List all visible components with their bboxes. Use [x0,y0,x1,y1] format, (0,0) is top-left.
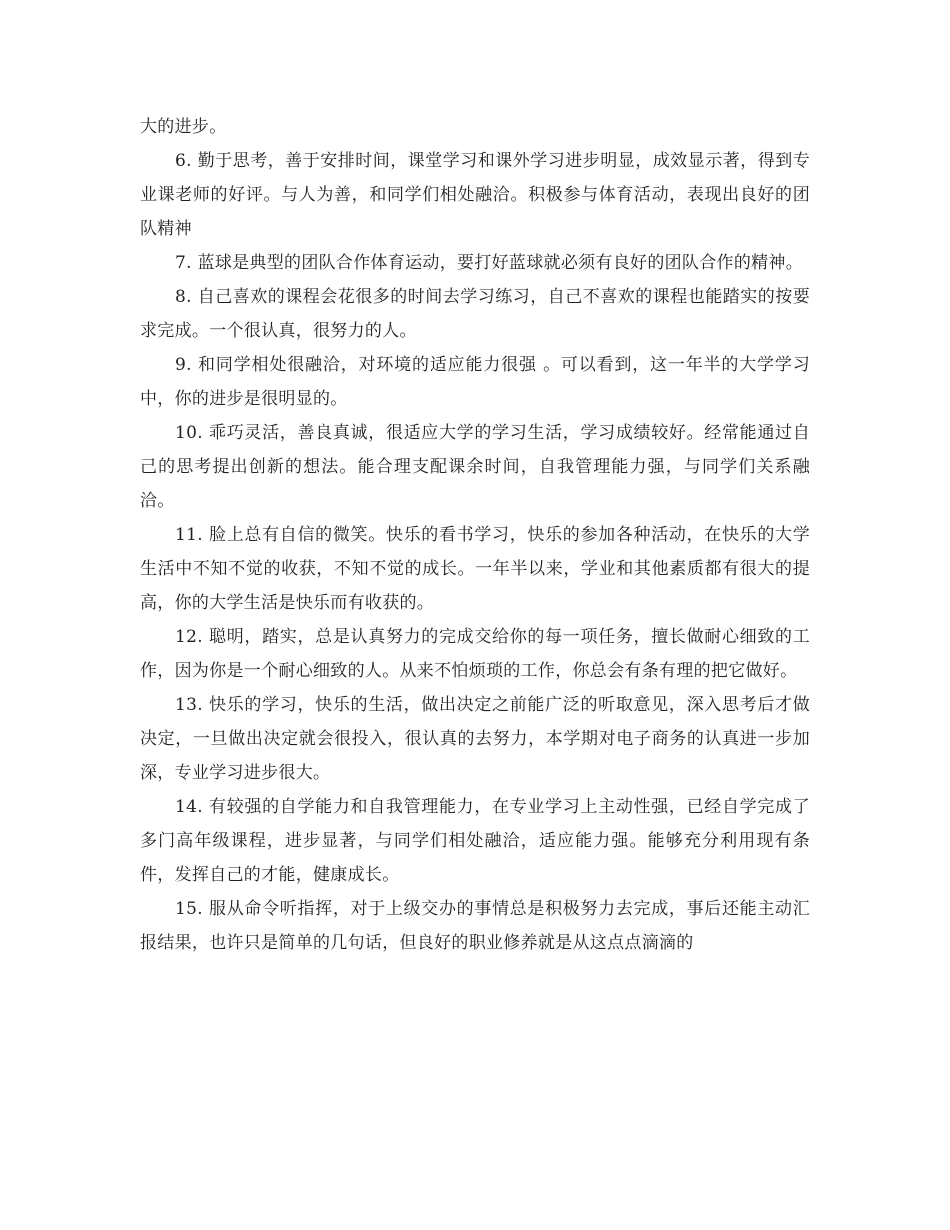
paragraph-item-6: 6. 勤于思考，善于安排时间，课堂学习和课外学习进步明显，成效显示著，得到专业课老师的好评。与人为善，和同学们相处融洽。积极参与体育活动，表现出良好的团队精神 [140,151,810,239]
paragraph-item-9: 9. 和同学相处很融洽，对环境的适应能力很强 。可以看到，这一年半的大学学习中，你的进步是很明显的。 [140,355,810,409]
paragraph-item-7: 7. 蓝球是典型的团队合作体育运动，要打好蓝球就必须有良好的团队合作的精神。 [175,253,804,273]
paragraph-item-12: 12. 聪明，踏实，总是认真努力的完成交给你的每一项任务，擅长做耐心细致的工作，因为你是一个耐心细致的人。从来不怕烦琐的工作，你总会有条有理的把它做好。 [140,627,810,681]
paragraph-item-8: 8. 自己喜欢的课程会花很多的时间去学习练习，自己不喜欢的课程也能踏实的按要求完成。一个很认真，很努力的人。 [140,287,810,341]
paragraph-continuation: 大的进步。 [140,117,227,137]
document-page [140,110,810,960]
paragraph-item-10: 10. 乖巧灵活，善良真诚，很适应大学的学习生活，学习成绩较好。经常能通过自己的思考提出创新的想法。能合理支配课余时间，自我管理能力强，与同学们关系融洽。 [140,423,810,511]
paragraph-item-11: 11. 脸上总有自信的微笑。快乐的看书学习，快乐的参加各种活动，在快乐的大学生活中不知不觉的收获，不知不觉的成长。一年半以来，学业和其他素质都有很大的提高，你的大学生活是快乐而有收获的。 [140,525,810,613]
paragraph-item-13: 13. 快乐的学习，快乐的生活，做出决定之前能广泛的听取意见，深入思考后才做决定，一旦做出决定就会很投入，很认真的去努力，本学期对电子商务的认真进一步加深，专业学习进步很大。 [140,695,810,783]
paragraph-item-15: 15. 服从命令听指挥，对于上级交办的事情总是积极努力去完成，事后还能主动汇报结果，也许只是简单的几句话，但良好的职业修养就是从这点点滴滴的 [140,899,810,953]
paragraph-item-14: 14. 有较强的自学能力和自我管理能力，在专业学习上主动性强，已经自学完成了多门高年级课程，进步显著，与同学们相处融洽，适应能力强。能够充分利用现有条件，发挥自己的才能，健康成长。 [140,797,810,885]
